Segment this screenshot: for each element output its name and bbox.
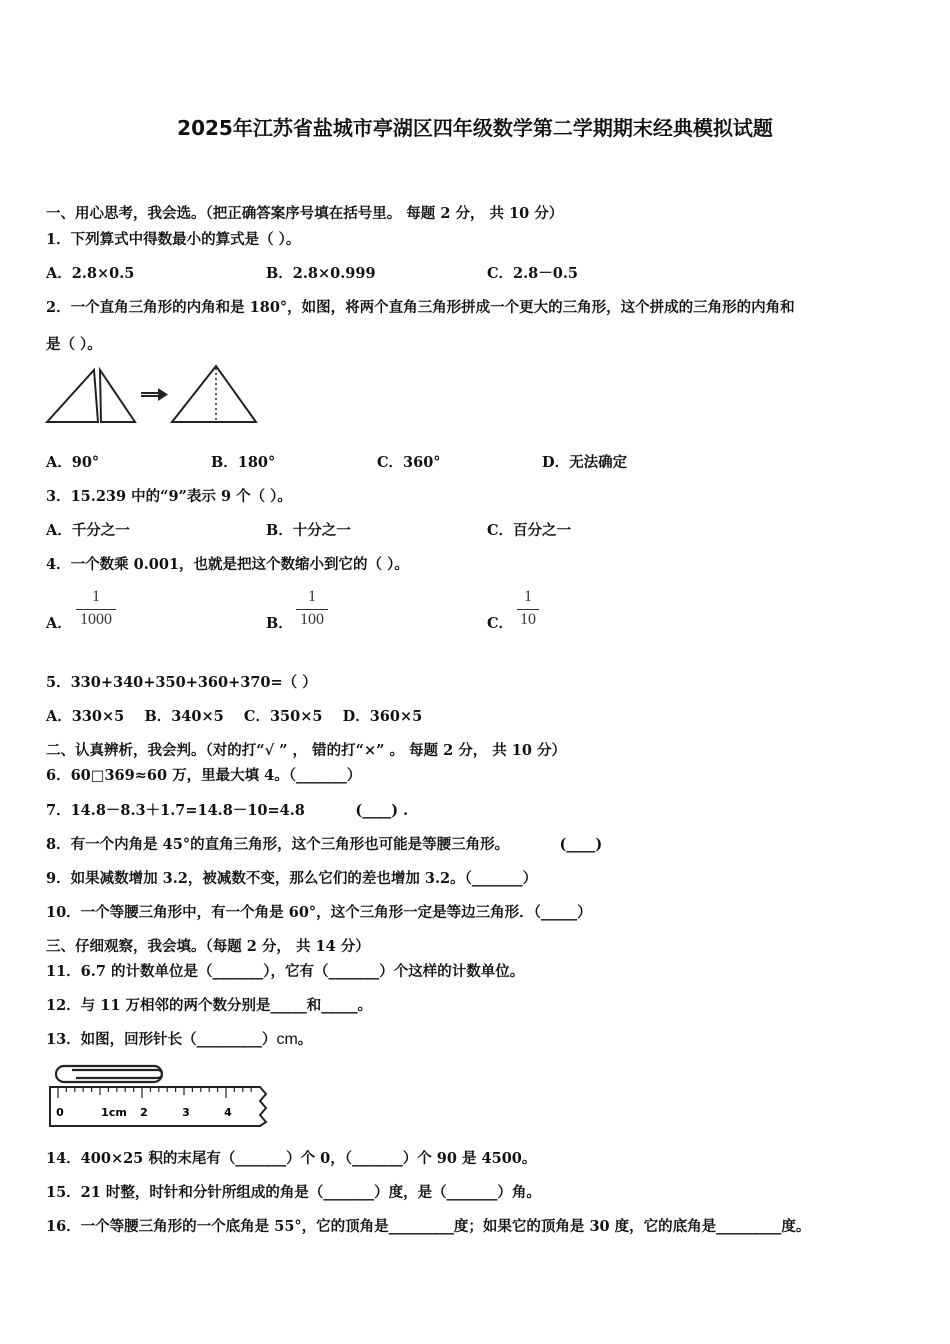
q3-option-c: C．百分之一 <box>487 522 572 539</box>
q14: 14．400×25 积的末尾有（_______）个 0，（_______）个 90 是 4500。 <box>46 1150 537 1167</box>
q4-fraction-c <box>517 587 539 630</box>
q4-fraction-b <box>296 587 328 630</box>
right-right-triangle <box>100 370 135 422</box>
q1-option-b: B．2.8×0.999 <box>266 265 376 282</box>
paperclip-ruler-figure <box>46 1060 272 1130</box>
paperclip-icon <box>56 1066 162 1082</box>
fraction-denominator: 100 <box>300 611 324 628</box>
q2-stem-line2: 是（ ）。 <box>46 336 102 353</box>
fraction-denominator: 10 <box>520 611 536 628</box>
q16: 16．一个等腰三角形的一个底角是 55°，它的顶角是_________度；如果它的顶角是 30 度，它的底角是_________度。 <box>46 1218 811 1235</box>
fraction-numerator: 1 <box>308 588 316 605</box>
q7: 7．14.8－8.3＋1.7=14.8－10=4.8 (____) . <box>46 802 409 819</box>
q10: 10．一个等腰三角形中，有一个角是 60°，这个三角形一定是等边三角形．（_____） <box>46 904 592 921</box>
ruler-label-2: 2 <box>140 1106 148 1119</box>
fraction-numerator: 1 <box>92 588 100 605</box>
q4-option-a-label: A． <box>46 615 72 632</box>
q1-stem: 1．下列算式中得数最小的算式是（ ）。 <box>46 231 301 248</box>
q5-stem: 5．330+340+350+360+370=（ ） <box>46 674 317 691</box>
arrow-right-icon <box>141 388 168 401</box>
q5-options: A．330×5 B．340×5 C．350×5 D．360×5 <box>46 708 423 725</box>
q2-stem-line1: 2．一个直角三角形的内角和是 180°，如图，将两个直角三角形拼成一个更大的三角形，这个拼成的三角形的内角和 <box>46 299 795 316</box>
q2-option-a: A．90° <box>46 454 100 471</box>
q12: 12．与 11 万相邻的两个数分别是_____和_____。 <box>46 997 372 1014</box>
q1-option-a: A．2.8×0.5 <box>46 265 135 282</box>
q4-option-c-label: C． <box>487 615 514 632</box>
q2-option-d: D．无法确定 <box>542 454 628 471</box>
ruler-ticks <box>58 1087 251 1098</box>
triangle-combination-figure <box>44 364 260 426</box>
q3-stem: 3．15.239 中的“9”表示 9 个（ ）。 <box>46 488 292 505</box>
ruler-label-1: 1cm <box>101 1106 127 1119</box>
q13 <box>46 1028 312 1049</box>
fraction-numerator: 1 <box>524 588 532 605</box>
q4-stem: 4．一个数乘 0.001，也就是把这个数缩小到它的（ ）。 <box>46 556 409 573</box>
q8: 8．有一个内角是 45°的直角三角形，这个三角形也可能是等腰三角形。 (____) <box>46 836 603 853</box>
q4-fraction-a <box>76 587 116 630</box>
q15: 15．21 时整，时针和分针所组成的角是（_______）度，是（_______）角。 <box>46 1184 541 1201</box>
q3-option-a: A．千分之一 <box>46 522 130 539</box>
section-1-header: 一、用心思考，我会选。（把正确答案序号填在括号里。 每题 2 分， 共 10 分） <box>46 205 564 222</box>
q4-option-b-label: B． <box>266 615 293 632</box>
section-3-header: 三、仔细观察，我会填。（每题 2 分， 共 14 分） <box>46 938 370 955</box>
q13-stem: 13．如图，回形针长（_________） <box>46 1031 277 1048</box>
q2-option-c: C．360° <box>377 454 441 471</box>
ruler-body <box>50 1087 266 1126</box>
q13-period: 。 <box>297 1031 313 1048</box>
page-title: 2025年江苏省盐城市亭湖区四年级数学第二学期期末经典模拟试题 <box>177 116 773 140</box>
left-right-triangle <box>47 370 98 422</box>
combined-triangle <box>172 366 256 422</box>
ruler-label-0: 0 <box>56 1106 64 1119</box>
fraction-denominator: 1000 <box>80 611 112 628</box>
q9: 9．如果减数增加 3.2，被减数不变，那么它们的差也增加 3.2。（_______） <box>46 870 538 887</box>
q3-option-b: B．十分之一 <box>266 522 351 539</box>
q6: 6．60□369≈60 万，里最大填 4。（_______） <box>46 767 362 784</box>
q2-option-b: B．180° <box>211 454 276 471</box>
q13-unit: cm <box>276 1031 298 1048</box>
q11: 11．6.7 的计数单位是（_______），它有（_______）个这样的计数单位。 <box>46 963 525 980</box>
q1-option-c: C．2.8－0.5 <box>487 265 578 282</box>
section-2-header: 二、认真辨析，我会判。（对的打“√ ” ， 错的打“×” 。 每题 2 分， 共 10 分） <box>46 742 567 759</box>
ruler-label-3: 3 <box>182 1106 190 1119</box>
ruler-label-4: 4 <box>224 1106 232 1119</box>
